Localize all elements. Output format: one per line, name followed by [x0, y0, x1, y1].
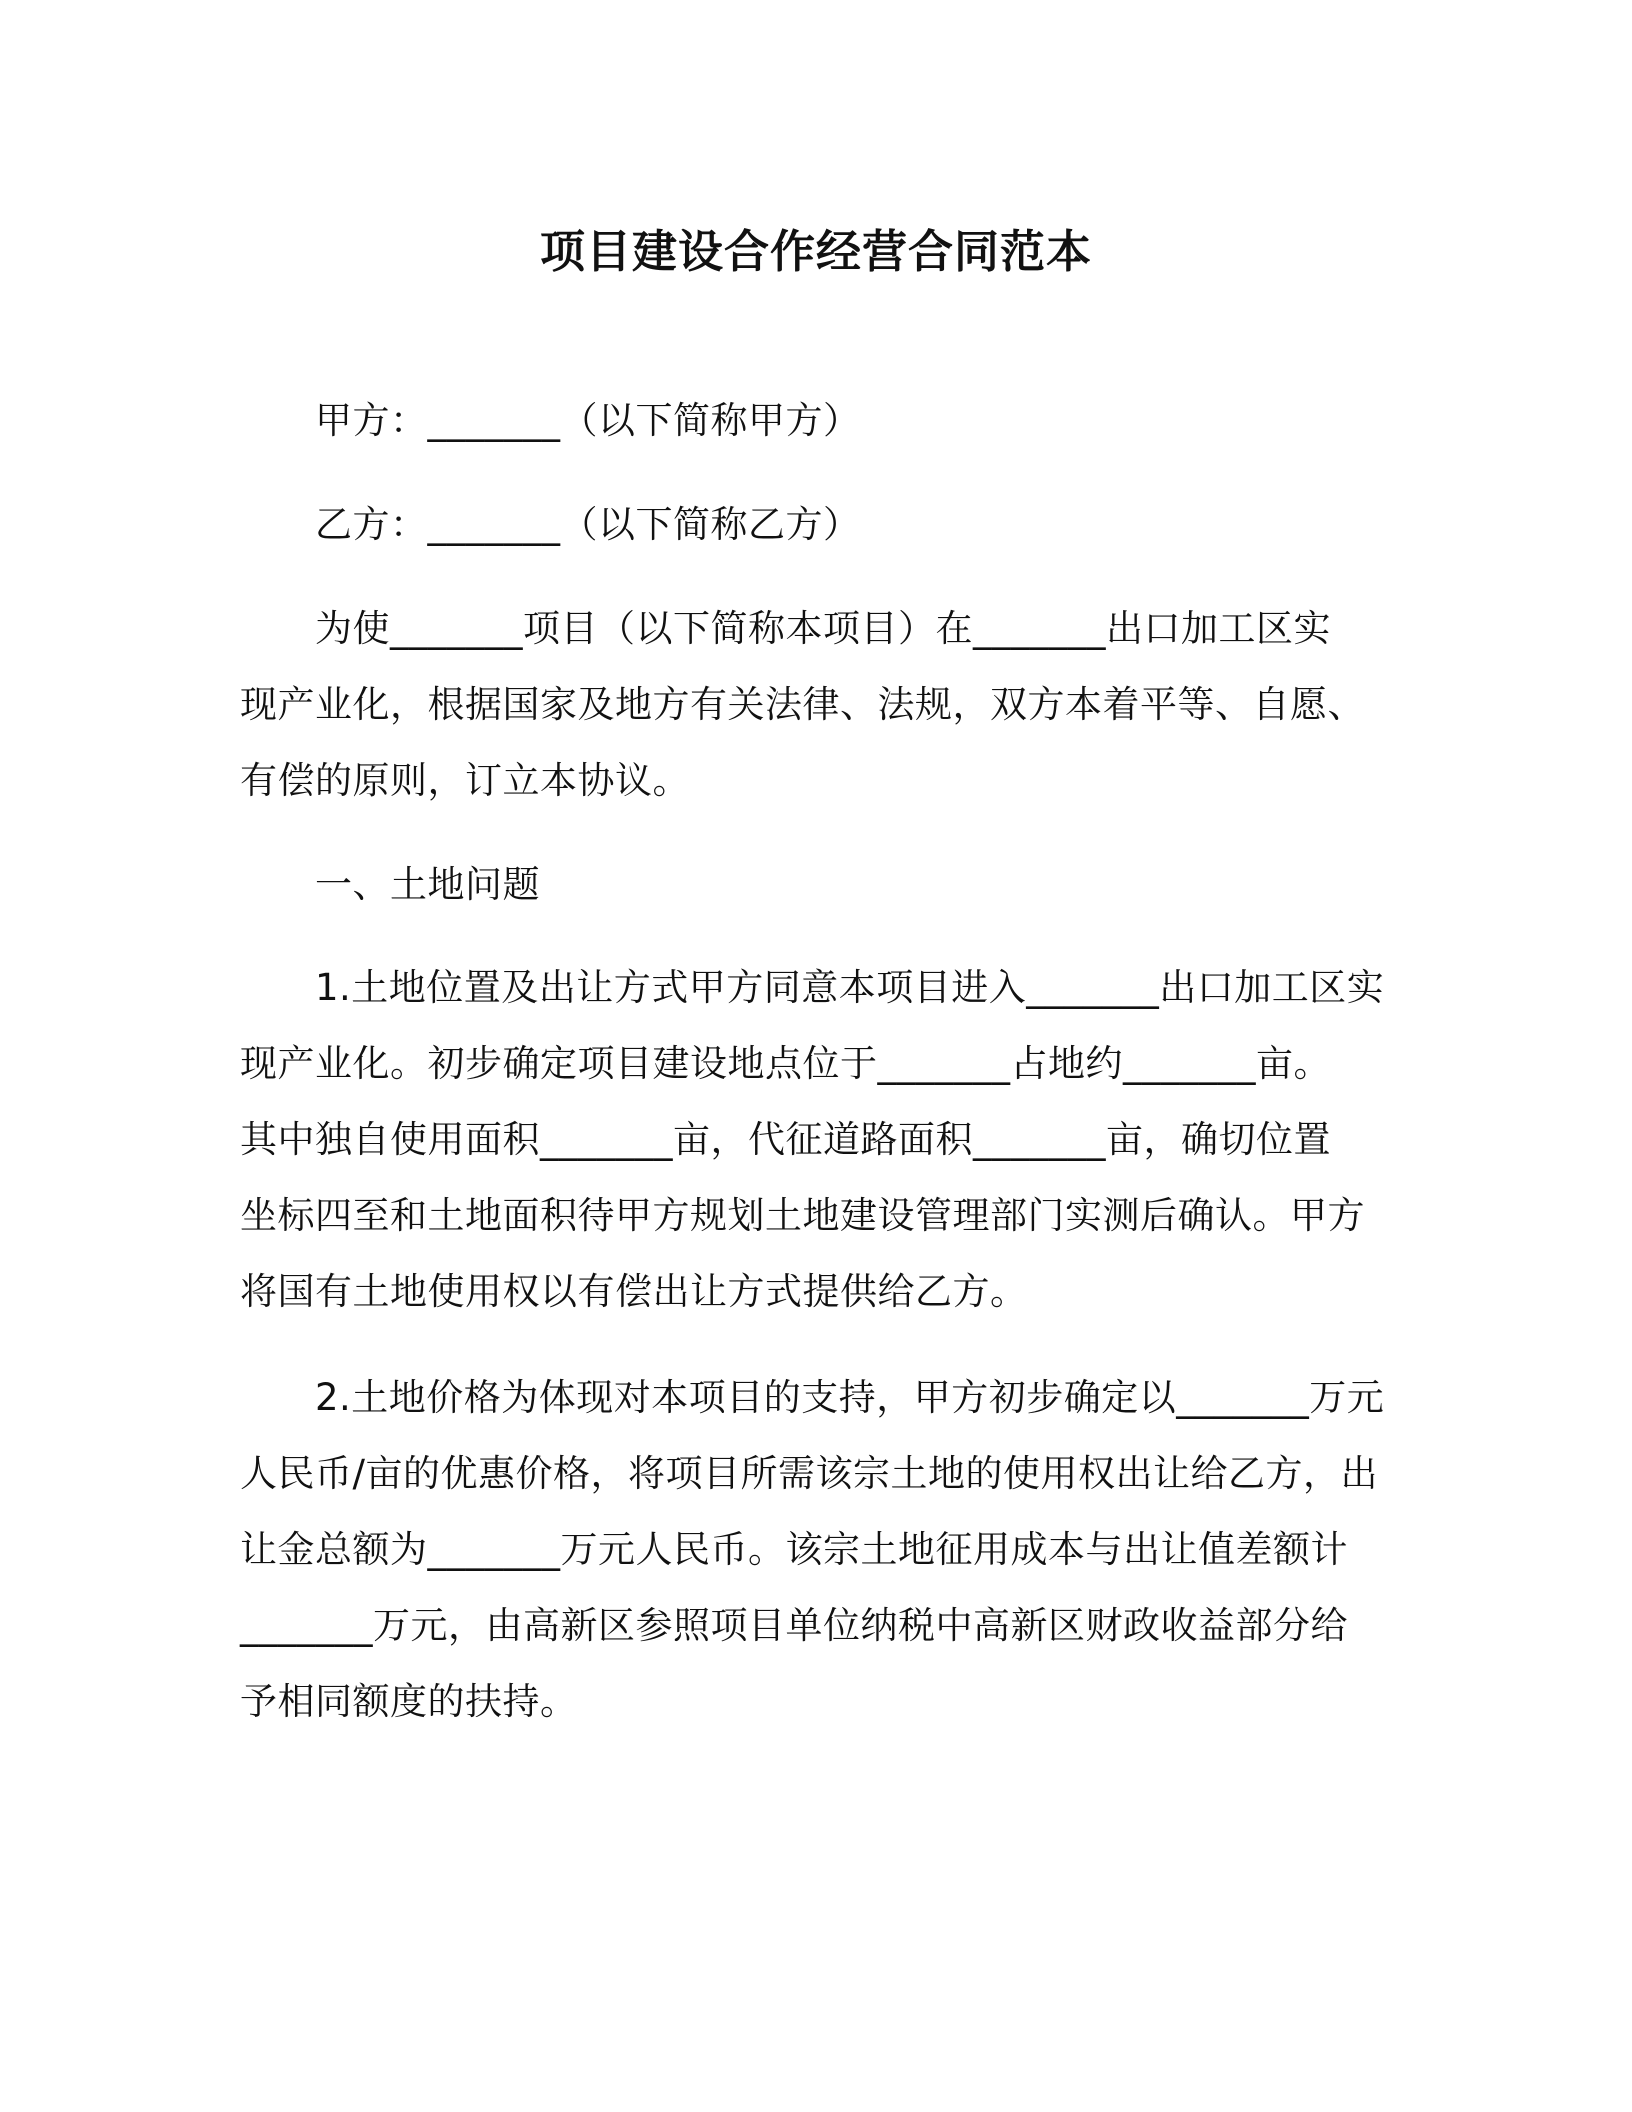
- section-1-heading: 一、土地问题: [315, 863, 540, 906]
- party-b-line: 乙方：_______（以下简称乙方）: [315, 503, 861, 546]
- preamble-line-1: 为使_______项目（以下简称本项目）在_______出口加工区实: [315, 607, 1331, 650]
- clause-1-line-5: 将国有土地使用权以有偿出让方式提供给乙方。: [240, 1270, 1028, 1313]
- document-title: 项目建设合作经营合同范本: [539, 225, 1092, 278]
- clause-2-line-1: 2.土地价格为体现对本项目的支持，甲方初步确定以_______万元: [315, 1376, 1385, 1419]
- clause-1-line-4: 坐标四至和土地面积待甲方规划土地建设管理部门实测后确认。甲方: [240, 1194, 1365, 1237]
- clause-2-line-2: 人民币/亩的优惠价格，将项目所需该宗土地的使用权出让给乙方，出: [240, 1452, 1378, 1495]
- clause-2-line-3: 让金总额为_______万元人民币。该宗土地征用成本与出让值差额计: [240, 1528, 1348, 1571]
- clause-1-line-3: 其中独自使用面积_______亩，代征道路面积_______亩，确切位置: [240, 1118, 1331, 1161]
- preamble-line-3: 有偿的原则，订立本协议。: [240, 759, 690, 802]
- clause-1-line-2: 现产业化。初步确定项目建设地点位于_______占地约_______亩。: [240, 1042, 1331, 1085]
- clause-2-line-4: _______万元，由高新区参照项目单位纳税中高新区财政收益部分给: [240, 1604, 1348, 1647]
- clause-2-line-5: 予相同额度的扶持。: [240, 1680, 578, 1723]
- clause-1-line-1: 1.土地位置及出让方式甲方同意本项目进入_______出口加工区实: [315, 966, 1385, 1009]
- party-a-line: 甲方：_______（以下简称甲方）: [315, 399, 861, 442]
- preamble-line-2: 现产业化，根据国家及地方有关法律、法规，双方本着平等、自愿、: [240, 683, 1365, 726]
